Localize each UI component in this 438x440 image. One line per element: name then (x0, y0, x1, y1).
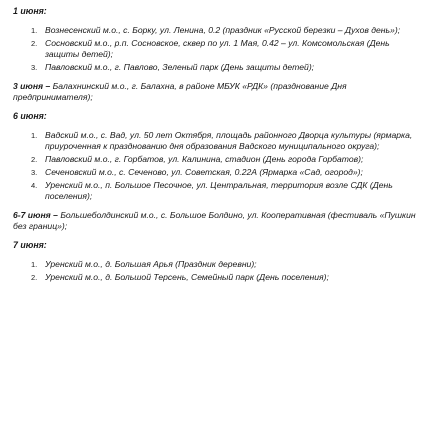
event-text-june-6-7: Большеболдинский м.о., с. Большое Болдино, ул. Кооперативная (фестиваль «Пушкин без границ»); (13, 210, 416, 231)
list-item: 2. Уренский м.о., д. Большой Терсень, Семейный парк (День поселения); (31, 272, 329, 282)
list-item: 2. Павловский м.о., г. Горбатов, ул. Калинина, стадион (День города Горбатов); (31, 154, 364, 164)
list-item: 1. Уренский м.о., д. Большая Арья (Праздник деревни); (31, 259, 257, 269)
date-heading-june-6: 6 июня: (13, 111, 47, 121)
event-text-june-3: Балахнинский м.о., г. Балахна, в районе МБУК «РДК» (празднование Дня предпринимателя); (13, 81, 347, 102)
list-item: 1. Вознесенский м.о., с. Борку, ул. Ленина, 0.2 (праздник «Русской березки – Духов день»); (31, 25, 401, 35)
event-paragraph-june-6-7 (13, 210, 426, 232)
event-paragraph-june-3 (13, 81, 426, 103)
list-item: 3. Павловский м.о., г. Павлово, Зеленый парк (День защиты детей); (31, 62, 315, 72)
list-item: 1. Вадский м.о., с. Вад, ул. 50 лет Октября, площадь районного Дворца культуры (ярмарка, приуроченная к празднованию дня образования Вадского муниципального округа); (31, 130, 413, 151)
event-list-june-6 (13, 130, 426, 202)
date-lead-june-3: 3 июня – (13, 81, 51, 91)
list-item: 2. Сосновский м.о., р.п. Сосновское, сквер по ул. 1 Мая, 0.42 – ул. Комсомольская (День защиты детей); (31, 38, 390, 59)
event-list-june-1 (13, 25, 426, 73)
date-heading-june-7: 7 июня: (13, 240, 47, 250)
list-item: 4. Уренский м.о., п. Большое Песочное, ул. Центральная, территория возле СДК (День поселения); (31, 180, 393, 201)
date-heading-june-1: 1 июня: (13, 6, 47, 16)
event-list-june-7 (13, 259, 426, 283)
list-item: 3. Сеченовский м.о., с. Сеченово, ул. Советская, 0.22А (Ярмарка «Сад, огород»); (31, 167, 363, 177)
date-lead-june-6-7: 6-7 июня – (13, 210, 58, 220)
